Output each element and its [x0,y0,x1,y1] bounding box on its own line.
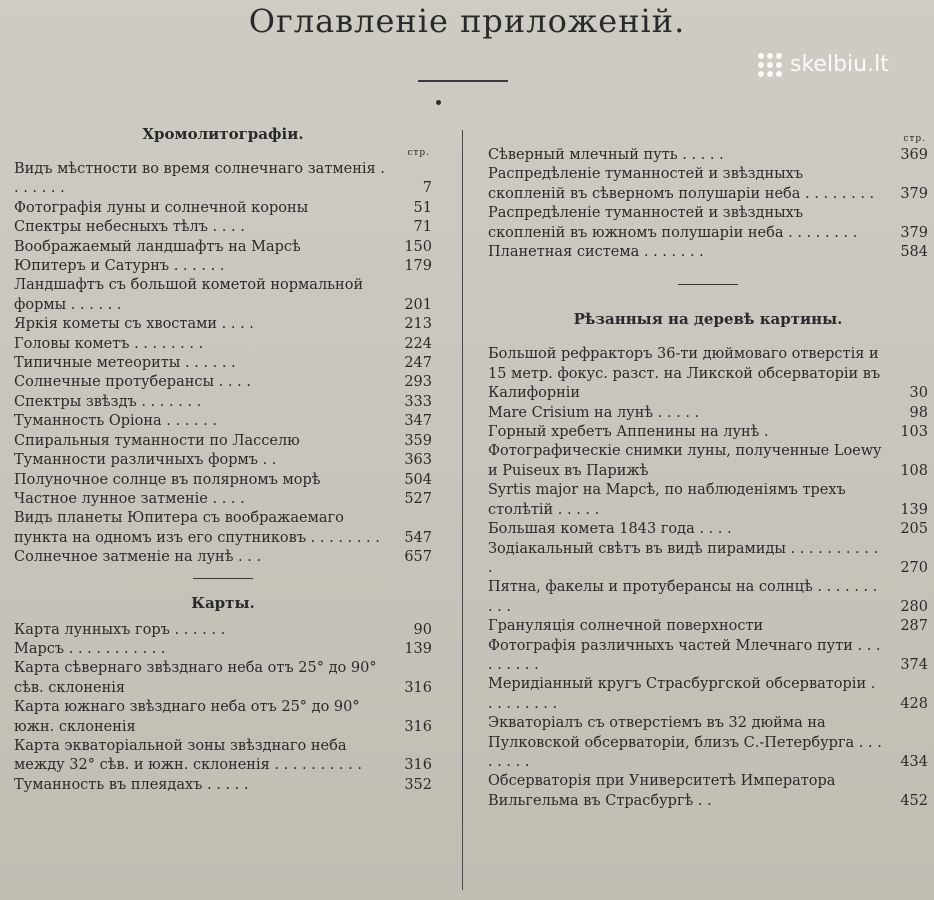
toc-entry-title: Спиральныя туманности по Ласселю [14,432,300,449]
toc-entry-title: Фотографическіе снимки луны, полученные Loewy и Puiseux въ Парижѣ [488,443,882,479]
toc-entry-page: 584 [900,244,928,261]
toc-entry [488,772,928,811]
toc-entry-title: Частное лунное затменіе . . . . [14,490,245,507]
toc-entry-title: Видъ мѣстности во время солнечнаго затменія . . . . . . . [14,161,385,197]
left-column [14,122,432,795]
toc-entry [488,675,928,714]
page-column-label: стр. [407,148,430,158]
toc-entry [14,776,432,795]
toc-entry-page: 452 [900,792,928,809]
title-dot [436,100,441,105]
toc-entry-page: 179 [404,258,432,275]
toc-entry-page: 103 [900,424,928,441]
watermark [758,52,889,77]
toc-entry-title: Планетная система . . . . . . . [488,244,704,261]
toc-entry [488,404,928,423]
toc-entry-title: Распредѣленіе туманностей и звѣздныхъ скопленій въ южномъ полушаріи неба . . . . . . . . [488,205,858,241]
toc-entry [488,714,928,772]
toc-entry [14,659,432,698]
section-heading-woodcuts: Рѣзанныя на деревѣ картины. [573,310,843,329]
toc-entry-page: 280 [900,598,928,615]
toc-entry-page: 316 [404,679,432,696]
toc-entry-title: Карта сѣвернаго звѣзднаго неба отъ 25° до 90° сѣв. склоненія [14,660,377,696]
toc-entry-title: Большой рефракторъ 36-ти дюймоваго отверстія и 15 метр. фокус. разст. на Ликской обсерваторіи въ Калифорніи [488,346,881,402]
woodcuts-list [488,345,928,811]
toc-entry-page: 352 [404,776,432,793]
toc-entry-title: Грануляція солнечной поверхности [488,618,764,635]
maps-list [14,621,432,796]
toc-entry [488,204,928,243]
toc-entry-page: 287 [900,618,928,635]
toc-entry-title: Syrtis major на Марсѣ, по наблюденіямъ трехъ столѣтій . . . . . [488,482,846,518]
toc-entry-page: 374 [900,656,928,673]
toc-entry-title: Большая комета 1843 года . . . . [488,521,732,538]
toc-entry [488,442,928,481]
toc-entry-title: Распредѣленіе туманностей и звѣздныхъ скопленій въ сѣверномъ полушаріи неба . . . . . . . . [488,166,875,202]
toc-entry [14,412,432,431]
column-divider [462,130,463,890]
toc-entry-title: Зодіакальный свѣтъ въ видѣ пирамиды . . . . . . . . . . . [488,540,879,576]
toc-entry-page: 428 [900,695,928,712]
toc-entry-page: 7 [422,180,432,197]
toc-entry-page: 71 [413,219,432,236]
toc-entry-title: Обсерваторія при Университетѣ Императора Вильгельма въ Страсбургѣ . . [488,773,836,809]
toc-entry-page: 369 [900,147,928,163]
toc-entry-title: Солнечное затменіе на лунѣ . . . [14,549,262,566]
toc-entry-title: Воображаемый ландшафтъ на Марсѣ [14,238,301,255]
toc-entry-title: Фотографія луны и солнечной короны [14,199,309,216]
toc-entry-page: 213 [404,316,432,333]
toc-entry [14,451,432,470]
toc-entry-page: 139 [900,501,928,518]
toc-entry [488,637,928,676]
toc-entry [488,243,928,262]
chromolithographs-list [14,160,432,568]
toc-entry [14,640,432,659]
right-top-list [488,146,928,262]
toc-entry-title: Полуночное солнце въ полярномъ морѣ [14,471,321,488]
toc-entry-page: 504 [404,471,432,488]
watermark-text: skelbiu.lt [790,52,889,77]
toc-entry [14,737,432,776]
toc-entry [14,276,432,315]
toc-entry-page: 359 [404,432,432,449]
toc-entry-page: 379 [900,224,928,241]
title-rule [418,80,508,82]
toc-entry-title: Карта экваторіальной зоны звѣзднаго неба между 32° сѣв. и южн. склоненія . . . . . . . . . . [14,737,362,774]
toc-entry-title: Карта лунныхъ горъ . . . . . . [14,621,226,638]
toc-entry [488,481,928,520]
toc-entry [488,345,928,403]
toc-entry-page: 205 [900,521,928,538]
toc-entry [488,578,928,617]
toc-entry [488,617,928,636]
watermark-dots-icon [758,53,782,77]
toc-entry-page: 657 [404,549,432,566]
toc-entry-title: Солнечные протуберансы . . . . [14,374,251,391]
toc-entry-title: Фотографія различныхъ частей Млечнаго пути . . . . . . . . . [488,637,881,673]
toc-entry-page: 527 [404,490,432,507]
toc-entry-page: 434 [900,753,928,770]
toc-entry-page: 150 [404,238,432,255]
toc-entry [14,490,432,509]
toc-entry [14,335,432,354]
toc-entry [14,548,432,567]
toc-entry-page: 270 [900,559,928,576]
section-heading-chromolithographs: Хромолитографіи. [142,125,304,143]
toc-entry-page: 316 [404,757,432,774]
toc-entry-title: Туманность въ плеядахъ . . . . . [14,776,249,793]
toc-entry [14,393,432,412]
toc-entry-page: 201 [404,296,432,313]
toc-entry [14,698,432,737]
toc-entry-title: Экваторіалъ съ отверстіемъ въ 32 дюйма на Пулковской обсерваторіи, близъ С.-Петербурга . . . . . . . . [488,715,882,770]
toc-entry [14,509,432,548]
toc-entry-page: 108 [900,462,928,479]
toc-entry-title: Спектры небесныхъ тѣлъ . . . . [14,219,245,236]
toc-entry-page: 333 [404,393,432,410]
toc-entry-page: 224 [404,335,432,352]
toc-entry-page: 347 [404,413,432,430]
toc-entry [488,423,928,442]
section-heading-maps: Карты. [191,593,255,612]
page-title: Оглавленіе приложеній. [248,2,686,40]
toc-entry [488,165,928,204]
toc-entry [14,218,432,237]
toc-entry [488,540,928,579]
toc-entry [14,471,432,490]
toc-entry [14,373,432,392]
toc-entry-page: 316 [404,718,432,735]
section-rule [193,578,253,579]
toc-entry [14,432,432,451]
toc-entry-page: 51 [413,199,432,216]
toc-entry [14,199,432,218]
toc-entry-page: 547 [404,529,432,546]
toc-entry-title: Пятна, факелы и протуберансы на солнцѣ . . . . . . . . . . [488,579,878,615]
toc-entry-title: Меридіанный кругъ Страсбургской обсерваторіи . . . . . . . . . [488,676,876,712]
toc-entry-title: Видъ планеты Юпитера съ воображаемаго пункта на одномъ изъ его спутниковъ . . . . . . . . [14,510,380,546]
toc-entry [488,146,928,165]
section-rule-right [678,284,738,285]
toc-entry-title: Марсъ . . . . . . . . . . . [14,640,166,657]
toc-entry-title: Спектры звѣздъ . . . . . . . [14,393,202,410]
toc-entry-title: Юпитеръ и Сатурнъ . . . . . . [14,258,225,275]
toc-entry-page: 247 [404,355,432,372]
toc-entry-title: Яркія кометы съ хвостами . . . . [14,316,254,333]
toc-entry [14,160,432,199]
toc-entry-title: Головы кометъ . . . . . . . . [14,335,204,352]
toc-entry [14,257,432,276]
right-column [488,122,928,811]
toc-entry [14,238,432,257]
toc-entry-page: 30 [909,385,928,402]
toc-entry-title: Типичные метеориты . . . . . . [14,355,236,372]
toc-entry [14,315,432,334]
toc-entry [14,354,432,373]
toc-entry-title: Туманности различныхъ формъ . . [14,452,277,469]
toc-entry-title: Ландшафтъ съ большой кометой нормальной формы . . . . . . [14,277,364,313]
toc-entry-title: Горный хребетъ Аппенины на лунѣ . [488,424,769,441]
toc-entry-title: Карта южнаго звѣзднаго неба отъ 25° до 90° южн. склоненія [14,699,360,735]
page-column-label-right: стр. [903,134,926,144]
toc-entry-title: Туманность Оріона . . . . . . [14,413,217,430]
toc-entry [488,520,928,539]
toc-entry-title: Сѣверный млечный путь . . . . . [488,147,724,163]
toc-entry-page: 379 [900,185,928,202]
toc-entry-page: 363 [404,452,432,469]
toc-entry-title: Mare Crisium на лунѣ . . . . . [488,404,700,421]
toc-entry-page: 139 [404,640,432,657]
toc-entry [14,621,432,640]
toc-entry-page: 293 [404,374,432,391]
toc-entry-page: 90 [413,621,432,638]
toc-entry-page: 98 [909,404,928,421]
